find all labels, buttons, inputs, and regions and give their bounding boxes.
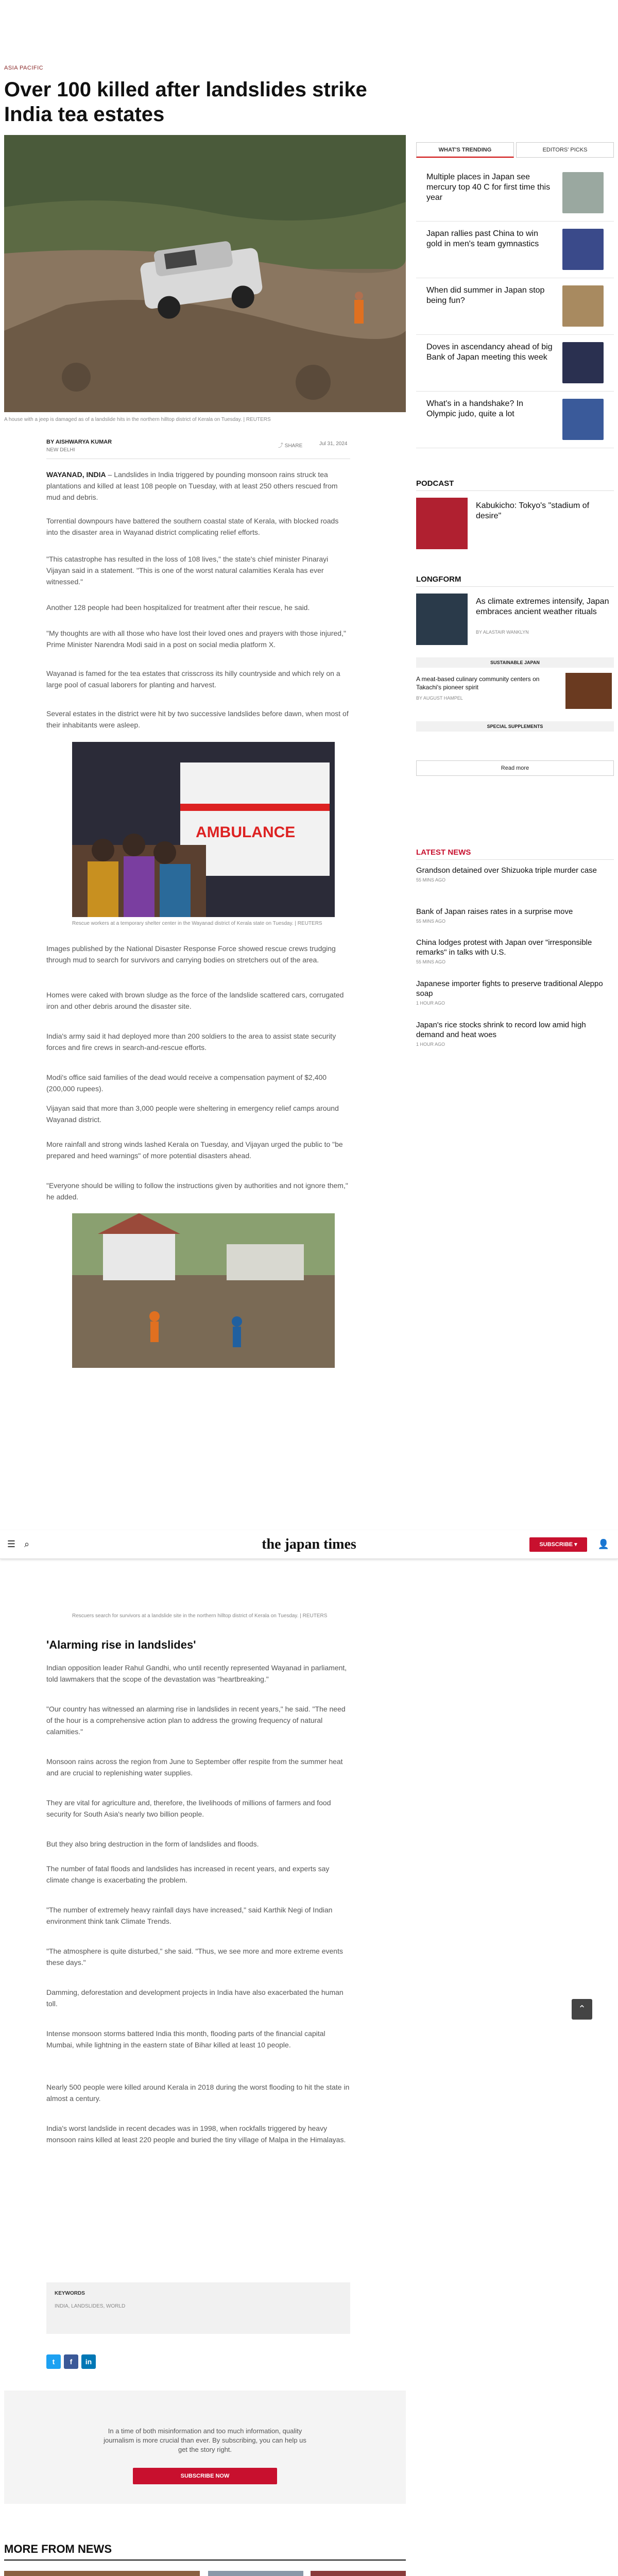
- more-news-image: [208, 2571, 303, 2576]
- share-label[interactable]: [278, 441, 302, 449]
- paragraph-1: WAYANAD, INDIA – Landslides in India triggered by pounding monsoon rains struck tea plantations and killed at least 108 people on Tuesday, with at least 250 others rescued from mud and debris.: [46, 470, 338, 501]
- svg-text:AMBULANCE: AMBULANCE: [196, 824, 296, 841]
- sustainable-item[interactable]: [416, 673, 614, 714]
- latest-time: 55 MINS AGO: [416, 919, 446, 924]
- trending-item[interactable]: [416, 165, 614, 222]
- longform-author: BY ALASTAIR WANKLYN: [476, 630, 529, 635]
- longform-thumb: [416, 594, 468, 645]
- latest-time: 55 MINS AGO: [416, 877, 446, 883]
- paragraph-7: Several estates in the district were hit by two successive landslides before dawn, when most of their inhabitants were asleep.: [46, 709, 349, 729]
- more-news-image: [311, 2571, 406, 2576]
- latest-title[interactable]: Bank of Japan raises rates in a surprise move: [416, 907, 573, 916]
- share-icon: ⤴: [278, 443, 285, 449]
- paragraph-8: Images published by the National Disaster Response Force showed rescue crews trudging through mud to search for survivors and carrying bodies on stretchers out of the area.: [46, 944, 336, 964]
- inline-caption-2: Rescuers search for survivors at a landslide site in the northern hilltop district of Kerala on Tuesday. | REUTERS: [72, 1613, 328, 1619]
- longform-divider: [416, 586, 614, 587]
- sustainable-japan-label[interactable]: SUSTAINABLE JAPAN: [416, 657, 614, 668]
- keywords-box: [46, 2282, 350, 2334]
- paragraph-5: "My thoughts are with all those who have lost their loved ones and prayers with those injured," Prime Minister Narendra Modi said in a post on social media platform X.: [46, 629, 346, 649]
- latest-divider: [416, 859, 614, 860]
- longform-title[interactable]: As climate extremes intensify, Japan embraces ancient weather rituals: [476, 597, 609, 616]
- keywords-label: KEYWORDS: [55, 2291, 85, 2296]
- twitter-share-button[interactable]: t: [46, 2354, 61, 2369]
- paragraph-17: Monsoon rains across the region from June to September offer respite from the summer heat and are crucial to replenishing water supplies.: [46, 1757, 343, 1777]
- paragraph-6: Wayanad is famed for the tea estates that crisscross its hilly countryside and which rely on a large pool of casual laborers for planting and harvest.: [46, 669, 340, 689]
- paragraph-12: Vijayan said that more than 3,000 people were sheltering in emergency relief camps around Wayanad district.: [46, 1104, 339, 1124]
- podcast-heading: PODCAST: [416, 479, 454, 488]
- paragraph-4: Another 128 people had been hospitalized for treatment after their rescue, he said.: [46, 603, 310, 612]
- mongolia-image: [4, 2571, 200, 2576]
- trending-item[interactable]: [416, 335, 614, 392]
- paragraph-2: Torrential downpours have battered the southern coastal state of Kerala, with blocked roads into the disaster area in Wayanad district complicating relief efforts.: [46, 517, 339, 536]
- article-title: Over 100 killed after landslides strike India tea estates: [4, 78, 367, 126]
- trending-thumb: [562, 399, 604, 440]
- paragraph-19: But they also bring destruction in the form of landslides and floods.: [46, 1840, 259, 1848]
- share-text: SHARE: [284, 443, 303, 449]
- site-logo[interactable]: the japan times: [262, 1536, 356, 1552]
- user-icon[interactable]: 👤: [597, 1539, 610, 1550]
- facebook-share-button[interactable]: f: [64, 2354, 78, 2369]
- latest-item[interactable]: [416, 1020, 614, 1047]
- paragraph-15: Indian opposition leader Rahul Gandhi, who until recently represented Wayanad in parliament, told lawmakers that the scope of the devastation was "heartbreaking.": [46, 1664, 347, 1683]
- tab-editors-picks[interactable]: EDITORS' PICKS: [516, 142, 614, 158]
- latest-item[interactable]: [416, 866, 614, 883]
- sidebar: [416, 142, 614, 915]
- sustainable-author: BY AUGUST HAMPEL: [416, 696, 463, 701]
- trending-thumb: [562, 172, 604, 213]
- latest-time: 1 HOUR AGO: [416, 1042, 445, 1047]
- longform-heading: LONGFORM: [416, 575, 461, 584]
- latest-title[interactable]: China lodges protest with Japan over "irresponsible remarks" in talks with U.S.: [416, 938, 592, 957]
- podcast-item[interactable]: [416, 498, 614, 554]
- special-supplements-label[interactable]: SPECIAL SUPPLEMENTS: [416, 721, 614, 732]
- paragraph-24: Intense monsoon storms battered India this month, flooding parts of the financial capital Mumbai, while lightning in the eastern state of Bihar killed at least 10 people.: [46, 2029, 325, 2049]
- latest-title[interactable]: Grandson detained over Shizuoka triple murder case: [416, 866, 597, 875]
- trending-title[interactable]: When did summer in Japan stop being fun?: [426, 286, 545, 305]
- inline-caption-1: Rescue workers at a temporary shelter center in the Wayanad district of Kerala state on Tuesday. | REUTERS: [72, 921, 322, 926]
- sidebar-tabs: [416, 142, 614, 158]
- sustainable-title[interactable]: A meat-based culinary community centers on Takachi's pioneer spirit: [416, 675, 540, 691]
- latest-item[interactable]: [416, 938, 614, 964]
- read-more-button[interactable]: Read more: [416, 760, 614, 776]
- paragraph-21: "The number of extremely heavy rainfall days have increased," said Karthik Negi of Indian environment think tank Climate Trends.: [46, 1906, 333, 1925]
- linkedin-share-button[interactable]: in: [81, 2354, 96, 2369]
- paragraph-23: Damming, deforestation and development projects in India have also exacerbated the human toll.: [46, 1988, 344, 2008]
- back-to-top-icon[interactable]: ⌃: [572, 1999, 592, 2020]
- latest-item[interactable]: [416, 907, 614, 924]
- byline[interactable]: BY AISHWARYA KUMAR: [46, 439, 112, 445]
- keywords-list[interactable]: INDIA, LANDSLIDES, WORLD: [55, 2303, 126, 2309]
- paragraph-9: Homes were caked with brown sludge as the force of the landslide scattered cars, corrugated iron and other debris around the disaster site.: [46, 991, 344, 1010]
- podcast-divider: [416, 490, 614, 491]
- latest-time: 55 MINS AGO: [416, 959, 446, 964]
- trending-title[interactable]: Japan rallies past China to win gold in men's team gymnastics: [426, 229, 539, 248]
- article-category[interactable]: ASIA PACIFIC: [4, 65, 44, 71]
- inline-photo-rescuers: [72, 1213, 335, 1368]
- paragraph-3: "This catastrophe has resulted in the loss of 108 lives," the state's chief minister Pinarayi Vijayan said in a statement. "This is one of the worst natural calamities Kerala has ever witnessed.": [46, 555, 329, 586]
- trending-thumb: [562, 285, 604, 327]
- more-news-item[interactable]: [208, 2571, 303, 2576]
- paragraph-14: "Everyone should be willing to follow the instructions given by authorities and not ignore them," he added.: [46, 1181, 348, 1201]
- article-date: Jul 31, 2024: [319, 441, 348, 447]
- trending-title[interactable]: Doves in ascendancy ahead of big Bank of Japan meeting this week: [426, 343, 553, 362]
- more-news-divider: [4, 2560, 406, 2561]
- inline-photo-ambulance: [72, 742, 335, 917]
- trending-thumb: [562, 342, 604, 383]
- paragraph-10: India's army said it had deployed more than 200 soldiers to the area to assist state security forces and fire crews in search-and-rescue efforts.: [46, 1032, 336, 1052]
- subscribe-button[interactable]: SUBSCRIBE ▾: [529, 1537, 587, 1552]
- paragraph-11: Modi's office said families of the dead would receive a compensation payment of $2,400 (200,000 rupees).: [46, 1073, 327, 1093]
- site-header: [0, 1530, 618, 1559]
- search-icon[interactable]: ⌕: [24, 1539, 30, 1550]
- paragraph-26: India's worst landslide in recent decades was in 1998, when rockfalls triggered by heavy monsoon rains killed at least 220 people and buried the tiny village of Malpa in the Himalayas.: [46, 2124, 346, 2144]
- trending-title[interactable]: Multiple places in Japan see mercury top 40 C for first time this year: [426, 173, 551, 202]
- more-news-item[interactable]: [311, 2571, 406, 2576]
- tab-trending[interactable]: WHAT'S TRENDING: [416, 142, 514, 158]
- paragraph-25: Nearly 500 people were killed around Kerala in 2018 during the worst flooding to hit the state in almost a century.: [46, 2083, 350, 2103]
- podcast-title[interactable]: Kabukicho: Tokyo's "stadium of desire": [476, 501, 590, 520]
- trending-item[interactable]: [416, 278, 614, 335]
- trending-thumb: [562, 229, 604, 270]
- latest-item[interactable]: [416, 979, 614, 1006]
- rescuers-scene: [72, 1213, 335, 1368]
- latest-time: 1 HOUR AGO: [416, 1001, 445, 1006]
- support-box: [4, 2391, 406, 2504]
- paragraph-20: The number of fatal floods and landslides has increased in recent years, and experts say climate change is exacerbating the problem.: [46, 1865, 330, 1884]
- more-news-heading: MORE FROM NEWS: [4, 2543, 112, 2555]
- support-subscribe-button[interactable]: SUBSCRIBE NOW: [133, 2468, 277, 2484]
- latest-news-heading: LATEST NEWS: [416, 848, 471, 857]
- podcast-thumb: [416, 498, 468, 549]
- latest-news: [416, 866, 614, 1103]
- sustainable-thumb: [565, 673, 612, 709]
- trending-item[interactable]: [416, 222, 614, 278]
- support-text: In a time of both misinformation and too much information, quality journalism is more crucial than ever. By subscribing, you can help us get the story right.: [104, 2427, 306, 2453]
- main-photo: [4, 135, 406, 412]
- article-subhead: 'Alarming rise in landslides': [46, 1638, 196, 1651]
- latest-title[interactable]: Japan's rice stocks shrink to record low amid high demand and heat woes: [416, 1021, 586, 1039]
- paragraph-22: "The atmosphere is quite disturbed," she said. "Thus, we see more and more extreme events these days.": [46, 1947, 343, 1967]
- latest-title[interactable]: Japanese importer fights to preserve traditional Aleppo soap: [416, 979, 603, 998]
- trending-title[interactable]: What's in a handshake? In Olympic judo, quite a lot: [426, 399, 524, 418]
- ambulance-scene: [72, 742, 335, 917]
- trending-item[interactable]: [416, 392, 614, 448]
- byline-location: NEW DELHI: [46, 447, 75, 453]
- paragraph-13: More rainfall and strong winds lashed Kerala on Tuesday, and Vijayan urged the public to "be prepared and heed warnings" of more potential disasters ahead.: [46, 1140, 343, 1160]
- paragraph-18: They are vital for agriculture and, therefore, the livelihoods of millions of farmers and food security for South Asia's nearly two billion people.: [46, 1799, 331, 1818]
- landslide-scene: [4, 135, 406, 412]
- longform-item[interactable]: [416, 594, 614, 650]
- more-news-main-image[interactable]: [4, 2571, 200, 2576]
- paragraph-16: "Our country has witnessed an alarming rise in landslides in recent years," he said. "The need of the hour is a comprehensive action plan to address the growing frequency of natural calamities.": [46, 1705, 346, 1736]
- main-photo-caption: A house with a jeep is damaged as of a landslide hits in the northern hilltop district of Kerala on Tuesday. | REUTERS: [4, 417, 271, 422]
- menu-icon[interactable]: ☰: [7, 1539, 16, 1550]
